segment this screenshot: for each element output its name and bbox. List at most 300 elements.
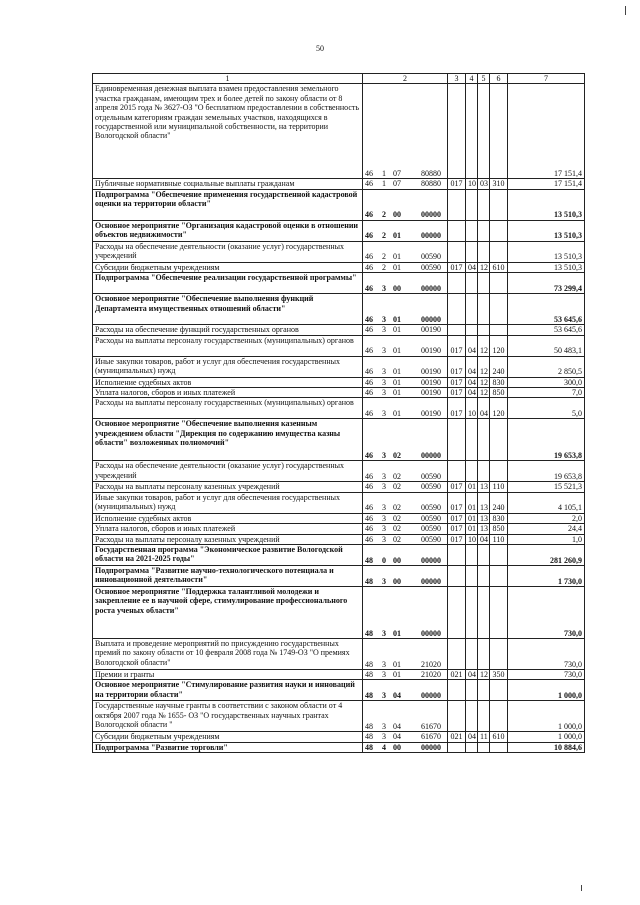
- header-cell: 3: [448, 74, 466, 84]
- row-pr: 03: [478, 179, 490, 189]
- row-code: [363, 461, 448, 482]
- header-cell: 2: [363, 74, 448, 84]
- row-amount: 10 884,6: [508, 742, 585, 752]
- row-pr: [478, 220, 490, 241]
- table-row: [93, 189, 585, 220]
- row-rz: 01: [466, 513, 478, 523]
- code-segment: 46: [365, 472, 373, 482]
- code-segment: 00190: [421, 367, 441, 377]
- row-vr: 017: [448, 262, 466, 272]
- row-pr: [478, 701, 490, 732]
- code-segment: 0: [382, 555, 386, 565]
- row-amount: 5,0: [508, 398, 585, 419]
- code-segment: 61670: [421, 722, 441, 732]
- row-code: [363, 294, 448, 325]
- row-vr: 017: [448, 524, 466, 534]
- row-kosgu: [490, 84, 508, 179]
- code-segment: 01: [393, 252, 401, 262]
- row-pr: [478, 325, 490, 335]
- code-segment: 00: [393, 742, 401, 752]
- code-segment: 48: [365, 722, 373, 732]
- row-name: Расходы на обеспечение деятельности (оказание услуг) государственных учреждений: [93, 461, 363, 482]
- row-kosgu: 610: [490, 732, 508, 742]
- row-rz: 04: [466, 388, 478, 398]
- row-vr: 021: [448, 732, 466, 742]
- row-vr: 017: [448, 388, 466, 398]
- row-rz: 01: [466, 482, 478, 492]
- row-kosgu: [490, 566, 508, 587]
- row-amount: 19 653,8: [508, 419, 585, 461]
- row-name: Расходы на выплаты персоналу государственных (муниципальных) органов: [93, 398, 363, 419]
- row-rz: [466, 419, 478, 461]
- row-kosgu: [490, 325, 508, 335]
- row-kosgu: 830: [490, 377, 508, 387]
- code-segment: 46: [365, 451, 373, 461]
- code-segment: 01: [393, 670, 401, 680]
- code-segment: 00590: [421, 252, 441, 262]
- row-amount: 300,0: [508, 377, 585, 387]
- row-amount: 730,0: [508, 639, 585, 670]
- row-kosgu: [490, 241, 508, 262]
- row-amount: 17 151,4: [508, 84, 585, 179]
- code-segment: 01: [393, 231, 401, 241]
- code-segment: 48: [365, 576, 373, 586]
- row-vr: [448, 273, 466, 294]
- code-segment: 00190: [421, 377, 441, 387]
- row-name: Основное мероприятие "Обеспечение выполнения казенным учреждением области "Дирекция по содержанию имущества казны области" возложенных полномочий": [93, 419, 363, 461]
- code-segment: 3: [382, 346, 386, 356]
- row-code: [363, 670, 448, 680]
- code-segment: 3: [382, 283, 386, 293]
- table-row: [93, 461, 585, 482]
- row-code: [363, 732, 448, 742]
- row-name: Уплата налогов, сборов и иных платежей: [93, 524, 363, 534]
- row-pr: [478, 680, 490, 701]
- code-segment: 07: [393, 169, 401, 178]
- code-segment: 00000: [421, 210, 441, 220]
- row-pr: [478, 294, 490, 325]
- row-name: Основное мероприятие "Стимулирование развития науки и инноваций на территории области": [93, 680, 363, 701]
- code-segment: 3: [382, 513, 386, 523]
- code-segment: 00590: [421, 472, 441, 482]
- code-segment: 00000: [421, 231, 441, 241]
- code-segment: 2: [382, 231, 386, 241]
- code-segment: 3: [382, 325, 386, 335]
- code-segment: 00590: [421, 482, 441, 492]
- row-pr: 12: [478, 335, 490, 356]
- row-rz: [466, 545, 478, 566]
- table-row: [93, 419, 585, 461]
- code-segment: 00000: [421, 555, 441, 565]
- row-rz: 10: [466, 179, 478, 189]
- code-segment: 2: [382, 210, 386, 220]
- row-rz: [466, 189, 478, 220]
- code-segment: 00: [393, 576, 401, 586]
- row-rz: 10: [466, 534, 478, 544]
- row-vr: [448, 566, 466, 587]
- row-kosgu: [490, 545, 508, 566]
- row-amount: 1,0: [508, 534, 585, 544]
- row-name: Подпрограмма "Развитие научно-технологического потенциала и инновационной деятельности": [93, 566, 363, 587]
- row-amount: 17 151,4: [508, 179, 585, 189]
- row-code: [363, 388, 448, 398]
- row-amount: 2 850,5: [508, 356, 585, 377]
- code-segment: 04: [393, 691, 401, 701]
- row-rz: [466, 294, 478, 325]
- row-rz: 04: [466, 670, 478, 680]
- row-vr: [448, 241, 466, 262]
- row-kosgu: 310: [490, 179, 508, 189]
- code-segment: 3: [382, 732, 386, 742]
- code-segment: 80880: [421, 179, 441, 189]
- table-row: [93, 388, 585, 398]
- row-name: Публичные нормативные социальные выплаты гражданам: [93, 179, 363, 189]
- row-amount: 13 510,3: [508, 220, 585, 241]
- row-amount: 7,0: [508, 388, 585, 398]
- row-name: Государственная программа "Экономическое развитие Вологодской области на 2021-2025 годы": [93, 545, 363, 566]
- row-rz: [466, 241, 478, 262]
- row-kosgu: 120: [490, 398, 508, 419]
- row-vr: [448, 742, 466, 752]
- code-segment: 01: [393, 325, 401, 335]
- row-kosgu: [490, 461, 508, 482]
- header-cell: 6: [490, 74, 508, 84]
- row-pr: 13: [478, 513, 490, 523]
- budget-table: [92, 73, 585, 753]
- code-segment: 46: [365, 503, 373, 513]
- row-code: [363, 241, 448, 262]
- code-segment: 48: [365, 659, 373, 669]
- row-pr: 04: [478, 534, 490, 544]
- row-name: Исполнение судебных актов: [93, 377, 363, 387]
- row-rz: [466, 566, 478, 587]
- row-code: [363, 419, 448, 461]
- row-vr: [448, 461, 466, 482]
- code-segment: 48: [365, 691, 373, 701]
- row-code: [363, 545, 448, 566]
- code-segment: 02: [393, 513, 401, 523]
- code-segment: 3: [382, 314, 386, 324]
- row-name: Государственные научные гранты в соответствии с законом области от 4 октября 2007 года № 1655- ОЗ "О государственных научных грантах Вологодской области ": [93, 701, 363, 732]
- row-code: [363, 189, 448, 220]
- code-segment: 46: [365, 262, 373, 272]
- row-amount: 73 299,4: [508, 273, 585, 294]
- row-vr: 017: [448, 335, 466, 356]
- row-kosgu: [490, 639, 508, 670]
- row-vr: 017: [448, 534, 466, 544]
- code-segment: 48: [365, 628, 373, 638]
- table-row: [93, 701, 585, 732]
- row-rz: [466, 84, 478, 179]
- row-kosgu: [490, 220, 508, 241]
- row-vr: [448, 680, 466, 701]
- row-code: [363, 356, 448, 377]
- row-name: Субсидии бюджетным учреждениям: [93, 262, 363, 272]
- code-segment: 01: [393, 367, 401, 377]
- code-segment: 00000: [421, 576, 441, 586]
- row-code: [363, 398, 448, 419]
- header-cell: 4: [466, 74, 478, 84]
- code-segment: 01: [393, 628, 401, 638]
- row-kosgu: 850: [490, 524, 508, 534]
- row-kosgu: 610: [490, 262, 508, 272]
- row-amount: 1 000,0: [508, 680, 585, 701]
- code-segment: 46: [365, 325, 373, 335]
- code-segment: 02: [393, 482, 401, 492]
- row-amount: 281 260,9: [508, 545, 585, 566]
- row-kosgu: 350: [490, 670, 508, 680]
- code-segment: 46: [365, 252, 373, 262]
- code-segment: 2: [382, 252, 386, 262]
- row-name: Единовременная денежная выплата взамен предоставления земельного участка гражданам, имеющим трех и более детей по закону области от 8 апреля 2015 года № 3627-ОЗ "О бесплатном предоставлении в собственность отдельным категориям граждан земельных участков, находящихся в государственной или муниципальной собственности, на территории Вологодской области": [93, 84, 363, 179]
- table-row: [93, 335, 585, 356]
- row-vr: [448, 419, 466, 461]
- code-segment: 3: [382, 482, 386, 492]
- table-header-row: [93, 74, 585, 84]
- row-amount: 730,0: [508, 670, 585, 680]
- table-row: [93, 492, 585, 513]
- code-segment: 3: [382, 451, 386, 461]
- code-segment: 3: [382, 472, 386, 482]
- code-segment: 07: [393, 179, 401, 189]
- code-segment: 21020: [421, 670, 441, 680]
- header-cell: 7: [508, 74, 585, 84]
- row-kosgu: [490, 701, 508, 732]
- row-code: [363, 335, 448, 356]
- row-amount: 2,0: [508, 513, 585, 523]
- row-rz: 01: [466, 492, 478, 513]
- row-kosgu: 240: [490, 492, 508, 513]
- row-kosgu: 850: [490, 388, 508, 398]
- row-amount: 19 653,8: [508, 461, 585, 482]
- code-segment: 00: [393, 210, 401, 220]
- code-segment: 46: [365, 534, 373, 544]
- table-row: [93, 534, 585, 544]
- row-rz: 04: [466, 356, 478, 377]
- code-segment: 1: [382, 169, 386, 178]
- row-amount: 50 483,1: [508, 335, 585, 356]
- code-segment: 80880: [421, 169, 441, 178]
- row-amount: 13 510,3: [508, 241, 585, 262]
- row-kosgu: [490, 419, 508, 461]
- row-rz: [466, 220, 478, 241]
- row-pr: [478, 84, 490, 179]
- row-amount: 4 105,1: [508, 492, 585, 513]
- code-segment: 00590: [421, 534, 441, 544]
- code-segment: 48: [365, 670, 373, 680]
- table-row: [93, 241, 585, 262]
- row-name: Подпрограмма "Обеспечение реализации государственной программы": [93, 273, 363, 294]
- code-segment: 46: [365, 388, 373, 398]
- row-vr: [448, 545, 466, 566]
- table-row: [93, 84, 585, 179]
- row-pr: [478, 419, 490, 461]
- row-name: Основное мероприятие "Организация кадастровой оценки в отношении объектов недвижимости": [93, 220, 363, 241]
- row-vr: 021: [448, 670, 466, 680]
- table-row: [93, 742, 585, 752]
- row-amount: 1 000,0: [508, 732, 585, 742]
- code-segment: 46: [365, 169, 373, 178]
- code-segment: 00590: [421, 513, 441, 523]
- row-name: Субсидии бюджетным учреждениям: [93, 732, 363, 742]
- table-row: [93, 398, 585, 419]
- code-segment: 02: [393, 534, 401, 544]
- table-row: [93, 587, 585, 639]
- page-number: 50: [316, 44, 324, 53]
- row-code: [363, 84, 448, 179]
- code-segment: 01: [393, 377, 401, 387]
- row-vr: [448, 220, 466, 241]
- code-segment: 46: [365, 377, 373, 387]
- table-row: [93, 179, 585, 189]
- row-pr: [478, 273, 490, 294]
- row-kosgu: [490, 273, 508, 294]
- code-segment: 02: [393, 472, 401, 482]
- code-segment: 00000: [421, 283, 441, 293]
- code-segment: 02: [393, 451, 401, 461]
- row-name: Исполнение судебных актов: [93, 513, 363, 523]
- row-name: Выплата и проведение мероприятий по присуждению государственных премий по закону области от 10 февраля 2008 года № 1749-ОЗ "О премиях Вологодской области": [93, 639, 363, 670]
- row-pr: 12: [478, 262, 490, 272]
- row-pr: 11: [478, 732, 490, 742]
- code-segment: 00000: [421, 628, 441, 638]
- code-segment: 3: [382, 628, 386, 638]
- code-segment: 46: [365, 314, 373, 324]
- code-segment: 46: [365, 210, 373, 220]
- row-pr: 12: [478, 356, 490, 377]
- row-pr: [478, 587, 490, 639]
- row-name: Премии и гранты: [93, 670, 363, 680]
- row-vr: [448, 325, 466, 335]
- table-row: [93, 482, 585, 492]
- code-segment: 3: [382, 524, 386, 534]
- row-kosgu: [490, 189, 508, 220]
- row-vr: [448, 189, 466, 220]
- row-code: [363, 220, 448, 241]
- row-vr: 017: [448, 492, 466, 513]
- row-vr: [448, 84, 466, 179]
- row-amount: 730,0: [508, 587, 585, 639]
- row-pr: 13: [478, 482, 490, 492]
- row-amount: 13 510,3: [508, 262, 585, 272]
- row-rz: [466, 461, 478, 482]
- table-row: [93, 524, 585, 534]
- row-amount: 53 645,6: [508, 294, 585, 325]
- row-name: Уплата налогов, сборов и иных платежей: [93, 388, 363, 398]
- code-segment: 3: [382, 691, 386, 701]
- row-amount: 53 645,6: [508, 325, 585, 335]
- row-rz: 04: [466, 732, 478, 742]
- code-segment: 00000: [421, 691, 441, 701]
- code-segment: 04: [393, 732, 401, 742]
- row-kosgu: 830: [490, 513, 508, 523]
- row-pr: [478, 742, 490, 752]
- code-segment: 04: [393, 722, 401, 732]
- code-segment: 46: [365, 409, 373, 419]
- row-name: Расходы на выплаты персоналу казенных учреждений: [93, 482, 363, 492]
- row-amount: 1 000,0: [508, 701, 585, 732]
- row-kosgu: [490, 742, 508, 752]
- table-row: [93, 294, 585, 325]
- row-code: [363, 513, 448, 523]
- code-segment: 00: [393, 283, 401, 293]
- row-name: Расходы на выплаты персоналу государственных (муниципальных) органов: [93, 335, 363, 356]
- row-rz: 10: [466, 398, 478, 419]
- row-pr: [478, 461, 490, 482]
- row-pr: [478, 241, 490, 262]
- code-segment: 46: [365, 283, 373, 293]
- code-segment: 00000: [421, 451, 441, 461]
- table-row: [93, 262, 585, 272]
- code-segment: 00590: [421, 503, 441, 513]
- row-name: Подпрограмма "Обеспечение применения государственной кадастровой оценки на территории области": [93, 189, 363, 220]
- table-row: [93, 670, 585, 680]
- table-row: [93, 377, 585, 387]
- row-pr: [478, 639, 490, 670]
- row-code: [363, 262, 448, 272]
- code-segment: 61670: [421, 732, 441, 742]
- code-segment: 46: [365, 367, 373, 377]
- row-kosgu: [490, 587, 508, 639]
- code-segment: 01: [393, 409, 401, 419]
- code-segment: 02: [393, 524, 401, 534]
- row-vr: 017: [448, 398, 466, 419]
- code-segment: 3: [382, 576, 386, 586]
- row-pr: 04: [478, 398, 490, 419]
- code-segment: 1: [382, 179, 386, 189]
- row-kosgu: 240: [490, 356, 508, 377]
- row-pr: [478, 545, 490, 566]
- code-segment: 46: [365, 179, 373, 189]
- row-code: [363, 534, 448, 544]
- code-segment: 48: [365, 555, 373, 565]
- row-rz: [466, 325, 478, 335]
- code-segment: 00000: [421, 314, 441, 324]
- row-vr: [448, 639, 466, 670]
- row-code: [363, 566, 448, 587]
- row-amount: 1 730,0: [508, 566, 585, 587]
- table-row: [93, 325, 585, 335]
- row-code: [363, 587, 448, 639]
- row-rz: 04: [466, 262, 478, 272]
- row-code: [363, 524, 448, 534]
- row-kosgu: [490, 294, 508, 325]
- code-segment: 21020: [421, 659, 441, 669]
- row-name: Иные закупки товаров, работ и услуг для обеспечения государственных (муниципальных) нужд: [93, 356, 363, 377]
- row-vr: 017: [448, 377, 466, 387]
- row-name: Расходы на обеспечение деятельности (оказание услуг) государственных учреждений: [93, 241, 363, 262]
- row-pr: 12: [478, 388, 490, 398]
- table-row: [93, 545, 585, 566]
- row-pr: 13: [478, 524, 490, 534]
- code-segment: 00: [393, 555, 401, 565]
- row-amount: 24,4: [508, 524, 585, 534]
- table-row: [93, 639, 585, 670]
- row-code: [363, 273, 448, 294]
- table-row: [93, 273, 585, 294]
- row-pr: [478, 189, 490, 220]
- code-segment: 48: [365, 742, 373, 752]
- table-row: [93, 680, 585, 701]
- row-name: Основное мероприятие "Поддержка талантливой молодежи и закрепление ее в научной сфере, стимулирование профессионального роста ученых области": [93, 587, 363, 639]
- code-segment: 00590: [421, 524, 441, 534]
- code-segment: 46: [365, 482, 373, 492]
- row-kosgu: 110: [490, 482, 508, 492]
- row-code: [363, 492, 448, 513]
- row-rz: [466, 742, 478, 752]
- row-rz: 01: [466, 524, 478, 534]
- row-code: [363, 179, 448, 189]
